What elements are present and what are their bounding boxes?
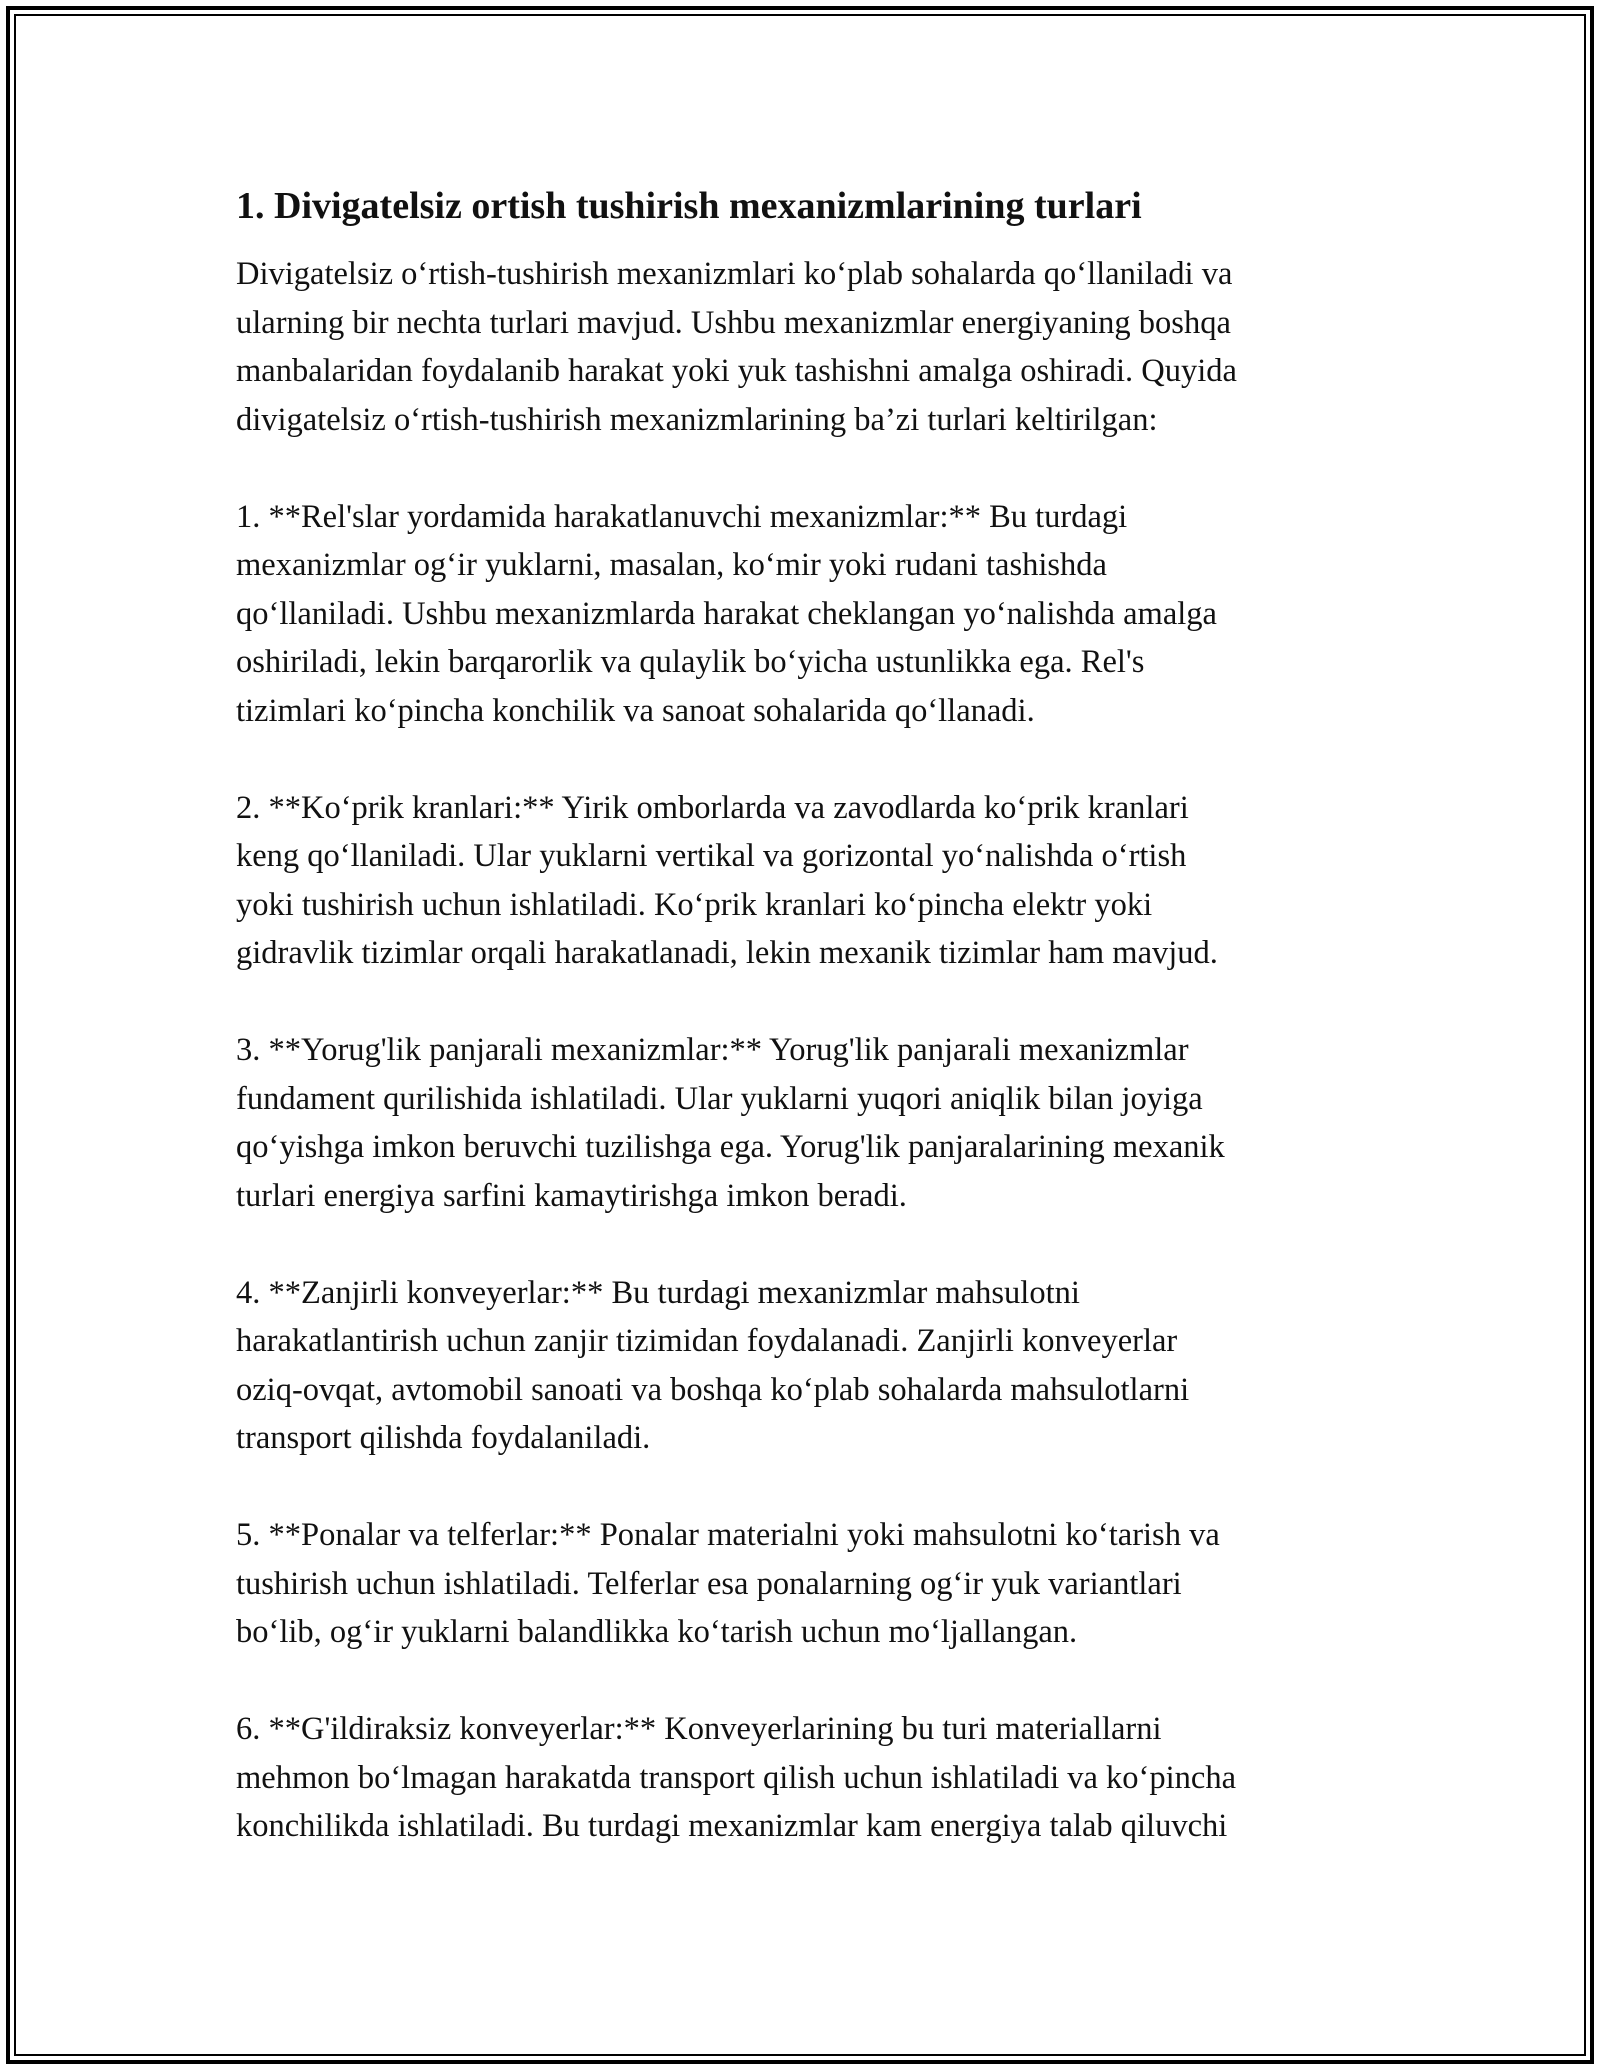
text-line: yoki tushirish uchun ishlatiladi. Ko‘prik kranlari ko‘pincha elektr yoki	[236, 886, 1153, 923]
text-line: 2. **Ko‘prik kranlari:** Yirik omborlarda va zavodlarda ko‘prik kranlari	[236, 789, 1189, 826]
text-line: mexanizmlar og‘ir yuklarni, masalan, ko‘mir yoki rudani tashishda	[236, 547, 1107, 583]
text-line: harakatlantirish uchun zanjir tizimidan foydalanadi. Zanjirli konveyerlar	[236, 1323, 1178, 1359]
text-line: 3. **Yorug'lik panjarali mexanizmlar:** Yorug'lik panjarali mexanizmlar	[236, 1032, 1189, 1068]
text-line: 6. **G'ildiraksiz konveyerlar:** Konveyerlarining bu turi materiallarni	[236, 1711, 1162, 1747]
paragraph-item-4	[236, 1269, 1396, 1463]
text-line: oziq-ovqat, avtomobil sanoati va boshqa ko‘plab sohalarda mahsulotlarni	[236, 1371, 1190, 1408]
text-line: tizimlari ko‘pincha konchilik va sanoat sohalarida qo‘llanadi.	[236, 692, 1035, 729]
text-line: tushirish uchun ishlatiladi. Telferlar esa ponalarning og‘ir yuk variantlari	[236, 1565, 1182, 1602]
text-line: 4. **Zanjirli konveyerlar:** Bu turdagi mexanizmlar mahsulotni	[236, 1274, 1080, 1311]
text-line: bo‘lib, og‘ir yuklarni balandlikka ko‘tarish uchun mo‘ljallangan.	[236, 1614, 1078, 1650]
text-line: mehmon bo‘lmagan harakatda transport qilish uchun ishlatiladi va ko‘pincha	[236, 1759, 1237, 1796]
text-line: turlari energiya sarfini kamaytirishga imkon beradi.	[236, 1177, 907, 1214]
text-line: oshiriladi, lekin barqarorlik va qulaylik bo‘yicha ustunlikka ega. Rel's	[236, 644, 1145, 680]
paragraph-item-5	[236, 1511, 1396, 1657]
paragraph-item-1	[236, 493, 1396, 736]
text-line: gidravlik tizimlar orqali harakatlanadi, lekin mexanik tizimlar ham mavjud.	[236, 935, 1218, 971]
paragraph-item-3	[236, 1026, 1396, 1220]
text-line: 5. **Ponalar va telferlar:** Ponalar materialni yoki mahsulotni ko‘tarish va	[236, 1517, 1220, 1553]
paragraph-intro	[236, 250, 1396, 444]
text-line: manbalaridan foydalanib harakat yoki yuk tashishni amalga oshiradi. Quyida	[236, 353, 1237, 389]
text-line: fundament qurilishida ishlatiladi. Ular yuklarni yuqori aniqlik bilan joyiga	[236, 1080, 1203, 1117]
text-line: divigatelsiz o‘rtish-tushirish mexanizmlarining ba’zi turlari keltirilgan:	[236, 401, 1158, 438]
text-line: qo‘yishga imkon beruvchi tuzilishga ega. Yorug'lik panjaralarining mexanik	[236, 1129, 1225, 1165]
document-body	[236, 182, 1396, 1899]
text-line: 1. **Rel'slar yordamida harakatlanuvchi mexanizmlar:** Bu turdagi	[236, 498, 1128, 535]
document-title: 1. Divigatelsiz ortish tushirish mexanizmlarining turlari	[236, 185, 1142, 227]
paragraph-item-2	[236, 784, 1396, 978]
text-line: keng qo‘llaniladi. Ular yuklarni vertikal va gorizontal yo‘nalishda o‘rtish	[236, 838, 1187, 874]
text-line: qo‘llaniladi. Ushbu mexanizmlarda harakat cheklangan yo‘nalishda amalga	[236, 595, 1217, 632]
text-line: ularning bir nechta turlari mavjud. Ushbu mexanizmlar energiyaning boshqa	[236, 304, 1231, 341]
text-line: konchilikda ishlatiladi. Bu turdagi mexanizmlar kam energiya talab qiluvchi	[236, 1808, 1228, 1844]
text-line: Divigatelsiz o‘rtish-tushirish mexanizmlari ko‘plab sohalarda qo‘llaniladi va	[236, 256, 1233, 292]
text-line: transport qilishda foydalaniladi.	[236, 1420, 651, 1456]
paragraph-item-6	[236, 1705, 1396, 1851]
